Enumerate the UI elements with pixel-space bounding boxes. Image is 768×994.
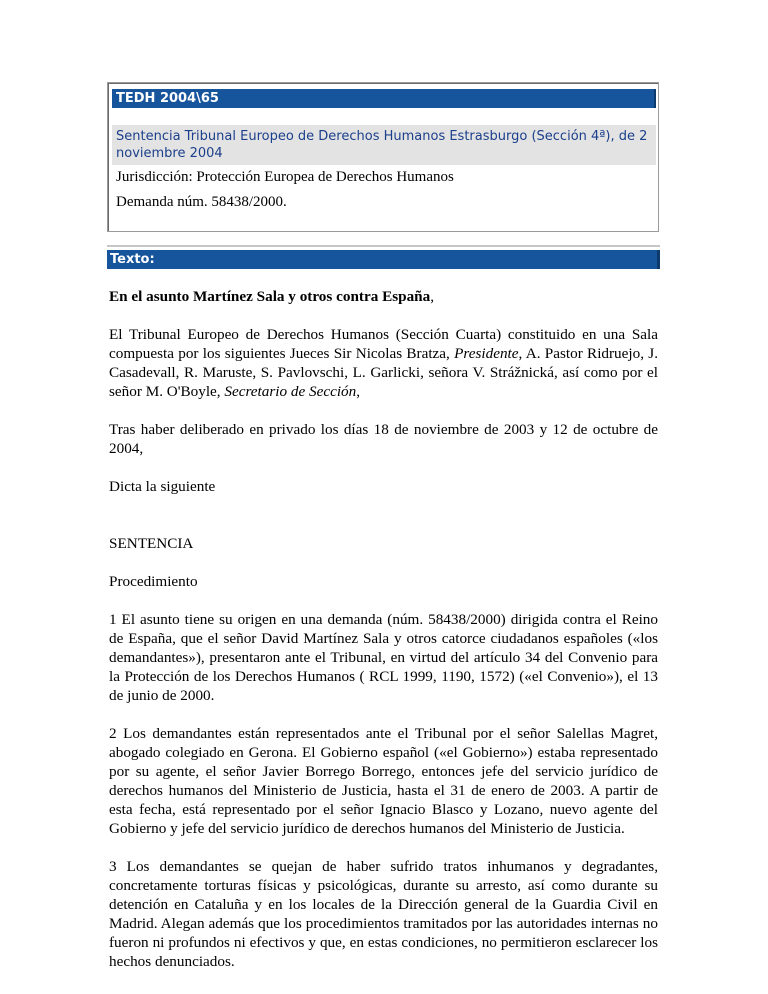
- dicta-paragraph: Dicta la siguiente: [109, 478, 216, 495]
- paragraph-3: 3 Los demandantes se quejan de haber sufrido tratos inhumanos y degradantes, concretamente torturas físicas y psicológicas, durante su arresto, así como durante su detención en Cataluña y en los locales de la Dirección general de la Guardia Civil en Madrid. Alegan además que los procedimientos tramitados por las autoridades internas no fueron ni profundos ni efectivos y que, en estas condiciones, no permitieron esclarecer los hechos denunciados.: [109, 858, 658, 970]
- president-title: Presidente: [454, 345, 519, 362]
- court-decision-line: Sentencia Tribunal Europeo de Derechos Humanos Estrasburgo (Sección 4ª), de 2 noviembre 2004: [112, 125, 656, 165]
- court-composition-text-a: El Tribunal Europeo de Derechos Humanos (Sección Cuarta) constituido en una Sala compuesta por los siguientes Jueces Sir Nicolas Bratza,: [109, 326, 658, 362]
- case-title: [109, 287, 658, 306]
- court-composition-text-c: ,: [356, 383, 361, 400]
- document-header-box: [107, 82, 659, 232]
- deliberation-paragraph: Tras haber deliberado en privado los días 18 de noviembre de 2003 y 12 de octubre de 2004,: [109, 421, 658, 457]
- demand-number-line: Demanda núm. 58438/2000.: [116, 194, 287, 210]
- procedimiento-heading: Procedimiento: [109, 573, 198, 590]
- paragraph-2: 2 Los demandantes están representados ante el Tribunal por el señor Salellas Magret, abogado colegiado en Gerona. El Gobierno español («el Gobierno») estaba representado por su agente, el señor Javier Borrego Borrego, entonces jefe del servicio jurídico de derechos humanos del Ministerio de Justicia, hasta el 31 de enero de 2003. A partir de esta fecha, está representado por el señor Ignacio Blasco y Lozano, nuevo agente del Gobierno y jefe del servicio jurídico de derechos humanos del Ministerio de Justicia.: [109, 725, 658, 837]
- texto-section-bar: Texto:: [107, 250, 660, 269]
- case-title-end: ,: [430, 288, 434, 305]
- section-divider: [107, 245, 660, 247]
- court-composition-paragraph: [109, 325, 658, 401]
- secretary-title: Secretario de Sección: [224, 383, 357, 400]
- reference-bar: TEDH 2004\65: [112, 89, 656, 108]
- sentencia-heading: SENTENCIA: [109, 535, 194, 552]
- case-title-bold: En el asunto Martínez Sala y otros contra España: [109, 288, 431, 305]
- judgment-body: [109, 287, 658, 971]
- paragraph-1: 1 El asunto tiene su origen en una demanda (núm. 58438/2000) dirigida contra el Reino de España, que el señor David Martínez Sala y otros catorce ciudadanos españoles («los demandantes»), presentaron ante el Tribunal, en virtud del artículo 34 del Convenio para la Protección de los Derechos Humanos ( RCL 1999, 1190, 1572) («el Convenio»), el 13 de junio de 2000.: [109, 611, 658, 704]
- jurisdiction-line: Jurisdicción: Protección Europea de Derechos Humanos: [116, 169, 454, 185]
- court-composition-text-b: , A. Pastor Ridruejo, J. Casadevall, R. Maruste, S. Pavlovschi, L. Garlicki, señora V. Strážnická, así como por el señor M. O'Boyle,: [109, 345, 658, 400]
